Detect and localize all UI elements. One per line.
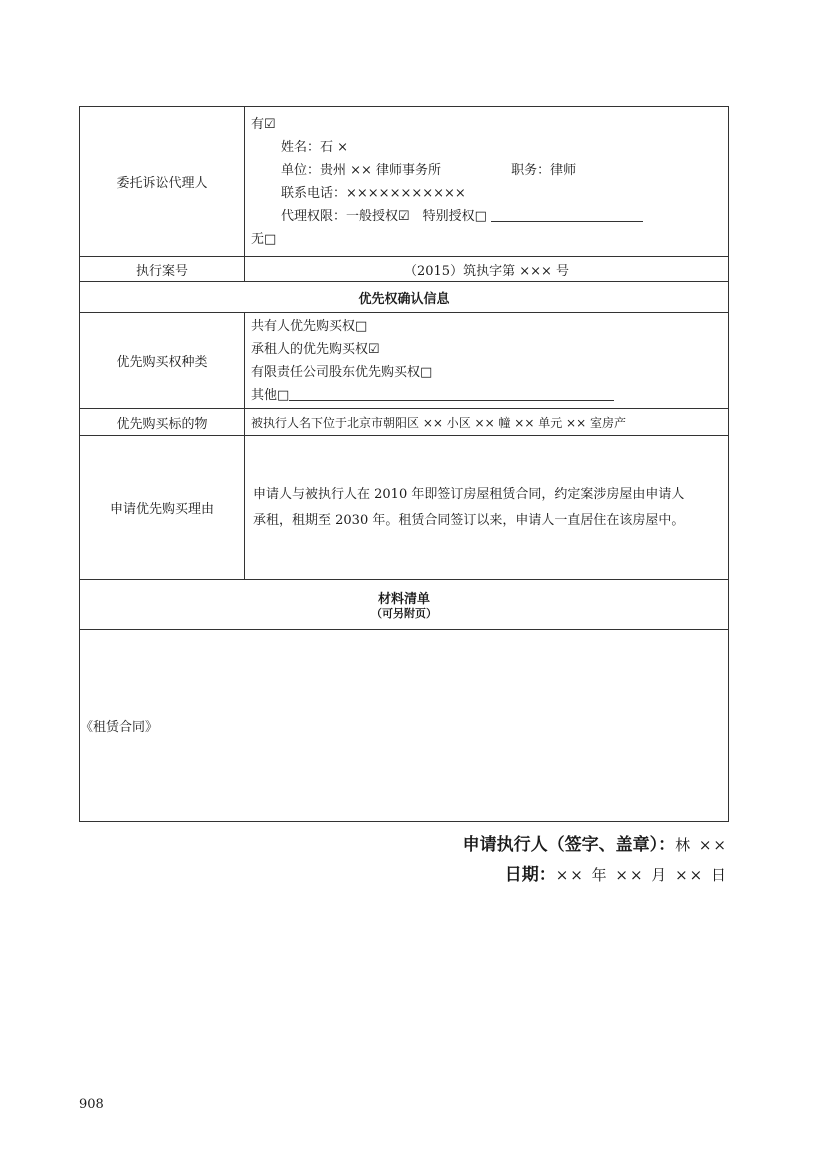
agent-unit: 单位：贵州 ×× 律师事务所 xyxy=(281,162,442,178)
agent-details xyxy=(245,107,729,257)
applicant-label: 申请执行人（签字、盖章）： xyxy=(462,835,676,855)
agent-authority-row xyxy=(251,205,722,228)
agent-has: 有☑ xyxy=(251,116,276,132)
authority-blank-line xyxy=(491,207,643,222)
agent-none: 无□ xyxy=(251,231,277,247)
materials-subtitle: （可另附页） xyxy=(371,607,437,620)
option-other-row xyxy=(251,384,722,407)
right-type-label: 优先购买权种类 xyxy=(80,313,245,409)
agent-label: 委托诉讼代理人 xyxy=(80,107,245,257)
agent-name: 姓名：石 × xyxy=(281,139,349,155)
reason-text xyxy=(245,436,729,580)
application-form xyxy=(79,106,729,822)
option-tenant: 承租人的优先购买权☑ xyxy=(251,341,380,357)
applicant-value: 林 ×× xyxy=(675,836,728,854)
date-value: ×× 年 ×× 月 ×× 日 xyxy=(555,866,728,884)
subject-value: 被执行人名下位于北京市朝阳区 ×× 小区 ×× 幢 ×× 单元 ×× 室房产 xyxy=(245,409,729,436)
priority-section-title: 优先权确认信息 xyxy=(80,282,729,313)
date-label: 日期： xyxy=(504,865,556,885)
other-blank-line xyxy=(289,386,614,401)
signature-date xyxy=(505,860,728,885)
case-no-label: 执行案号 xyxy=(80,257,245,282)
page-number: 908 xyxy=(79,1097,104,1112)
reason-line-2: 承租，租期至 2030 年。租赁合同签订以来，申请人一直居住在该房屋中。 xyxy=(253,512,685,528)
reason-label: 申请优先购买理由 xyxy=(80,436,245,580)
materials-header xyxy=(80,580,729,630)
agent-phone: 联系电话：××××××××××× xyxy=(281,185,466,201)
case-no-value: （2015）筑执字第 ××× 号 xyxy=(245,257,729,282)
materials-title: 材料清单 xyxy=(377,592,430,607)
materials-content: 《租赁合同》 xyxy=(80,630,729,822)
subject-label: 优先购买标的物 xyxy=(80,409,245,436)
agent-position: 职务：律师 xyxy=(511,162,577,178)
applicant-signature xyxy=(463,830,728,855)
option-other: 其他□ xyxy=(251,387,290,403)
reason-line-1: 申请人与被执行人在 2010 年即签订房屋租赁合同，约定案涉房屋由申请人 xyxy=(253,486,685,502)
option-co-owner: 共有人优先购买权□ xyxy=(251,318,368,334)
agent-unit-row xyxy=(251,159,722,182)
right-type-options xyxy=(245,313,729,409)
agent-authority: 代理权限：一般授权☑ 特别授权□ xyxy=(281,208,487,224)
option-shareholder: 有限责任公司股东优先购买权□ xyxy=(251,364,433,380)
